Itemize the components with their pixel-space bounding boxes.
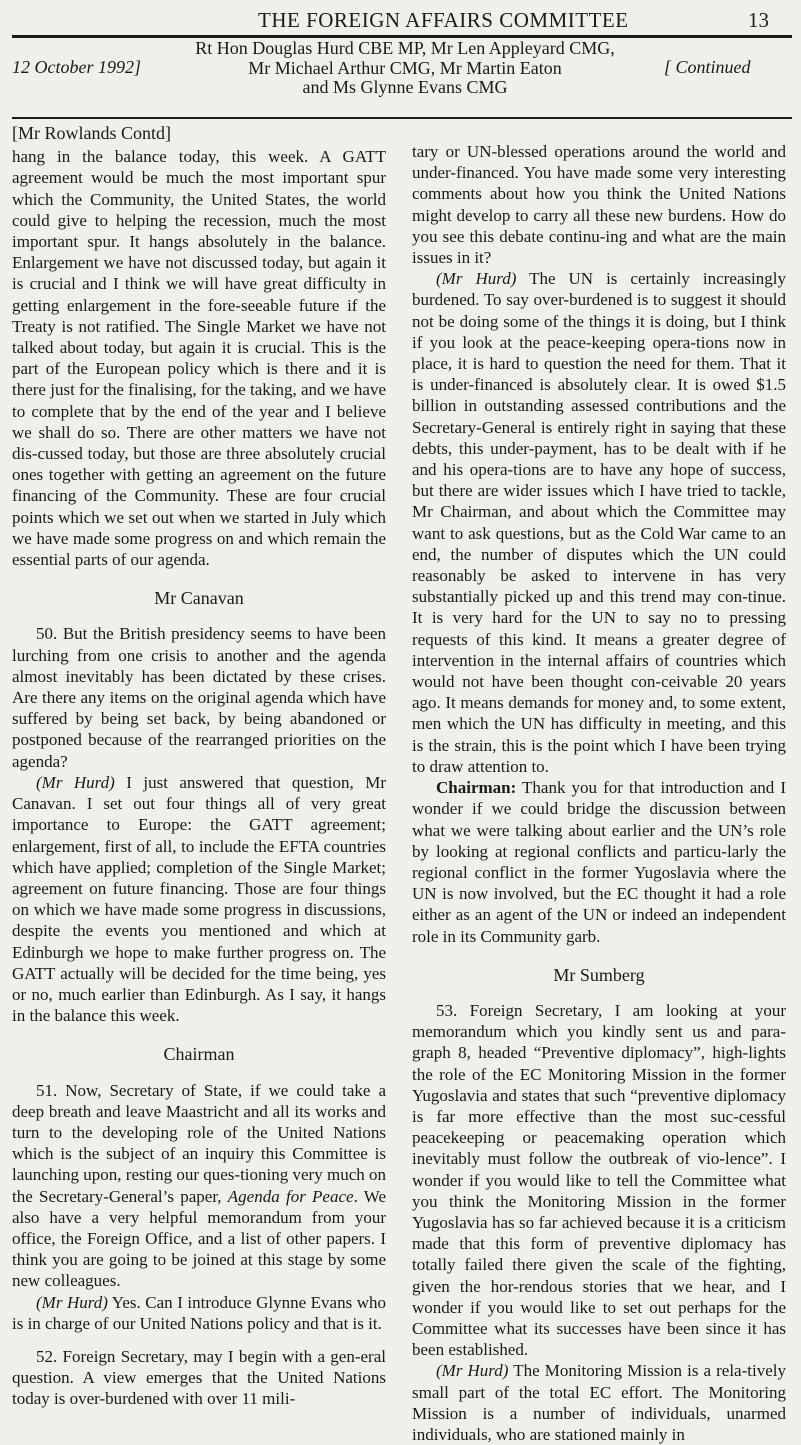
document-title: Agenda for Peace [227, 1186, 354, 1206]
answer-text: The Monitoring Mission is a rela-tively small part of the total EC effort. The Monitoring Mission is a number of individuals, unarmed individuals, who are stationed mainly in [412, 1361, 786, 1444]
answer-text: The UN is certainly increasingly burdened. To say over-burdened is to suggest it should not be doing some of the things it is doing, but I think if you look at the peace-keeping opera-tions now in place, it is hard to question the need for them. That it is under-financed is absolutely clear. It is owed $1.5 billion in outstanding assessed contributions and the Secretary-General is entirely right in saying that these debts, this under-payment, has to be dealt with if he and his opera-tions are to have any hope of success, but there are wider issues which I have tried to tackle, Mr Chairman, and about which the Committee may want to ask questions, but as the Cold War came to an end, the number of disputes which the UN could reasonably be asked to intervene in has very substantially picked up and this trend may con-tinue. It is very hard for the UN to say no to pressing requests of this kind. It means a greater degree of intervention in the internal affairs of countries which would not have been thought con-ceivable 20 years ago. It means demands for money and, to some extent, men which the UN has difficulty in meeting, and this is the strain, this is the point which I have been trying to draw attention to. [412, 269, 786, 776]
question-paragraph: 50. But the British presidency seems to have been lurching from one crisis to another and the agenda almost inevitably has been dictated by these crises. Are there any items on the original agenda which have suffered by being set back, by being abandoned or postponed because of the rearranged priorities on the agenda? [12, 624, 386, 771]
speaker-tag: (Mr Hurd) [36, 1292, 108, 1312]
paragraph: hang in the balance today, this week. A GATT agreement would be much the most important spur which the Community, the United States, the world could give to helping the recession, much the most important spur. It hangs absolutely in the balance. Enlargement we have not discussed today, but again it is crucial and I think we will have great difficulty in getting enlargement in the fore-seeable future if the Treaty is not ratified. The Single Market we have not talked about today, but again it is crucial. This is the part of the European policy which is there and it is there just for the finalising, for the taking, and we have to complete that by the end of the year and I believe we shall do so. There are other matters we have not dis-cussed today, but those are three absolutely crucial ones together with getting an agreement on the future financing of the Community. These are four crucial points which we set out when we started in July which we have made some progress on and which remain the essential parts of our agenda. [12, 147, 386, 570]
question-paragraph: 53. Foreign Secretary, I am looking at your memorandum which you kindly sent us and para-graph 8, headed “Preventive diplomacy”, high-lights the role of the EC Monitoring Mission in the former Yugoslavia and states that such “preventive diplomacy is far more effective than the most suc-cessful peacekeeping or peacemaking operation which inevitably must follow the outbreak of vio-lence”. I wonder if you would like to tell the Committee what you think the Monitoring Mission in the former Yugoslavia has so far achieved because it is a criticism made that this form of preventive diplomacy has totally failed there given the scale of the fighting, given the hor-rendous stories that we hear, and I wonder if you would like to set out perhaps for the Committee what its successes have been since it has been established. [412, 1000, 786, 1360]
answer-paragraph [412, 1360, 786, 1445]
header-rule [12, 117, 792, 119]
question-paragraph: 52. Foreign Secretary, may I begin with a gen-eral question. A view emerges that the United Nations today is over-burdened with over 11 mili- [12, 1346, 386, 1409]
witness-line: Mr Michael Arthur CMG, Mr Martin Eaton [248, 57, 562, 78]
speaker-heading: Chairman [163, 1044, 235, 1065]
chairman-text: Thank you for that introduction and I wonder if we could bridge the discussion between what we were talking about earlier and the UN’s role by looking at regional conflicts and particu-larly the regional conflict in the former Yugoslavia where the UN is now involved, but the EC thought it had a role either as an agent of the UN or indeed an independent role in its Community garb. [412, 778, 786, 946]
witness-line: and Ms Glynne Evans CMG [302, 77, 508, 97]
speaker-tag: (Mr Hurd) [436, 269, 517, 289]
speaker-continued-heading: [Mr Rowlands Contd] [12, 123, 171, 143]
hearing-date: 12 October 1992] [12, 57, 141, 77]
left-column [12, 123, 386, 1410]
answer-paragraph [12, 1292, 386, 1334]
speaker-tag: (Mr Hurd) [436, 1361, 509, 1381]
right-column [412, 141, 786, 1445]
question-text: . We also have a very helpful memorandum from your office, the Foreign Office, and a list of other papers. I think you are going to be joined at this stage by some new colleagues. [12, 1186, 386, 1291]
question-text: 51. Now, Secretary of State, if we could take a deep breath and leave Maastricht and all its works and turn to the developing role of the United Nations which is the subject of an inquiry this Committee is launching upon, resting our ques-tioning very much on the Secretary-General’s paper, [12, 1080, 386, 1206]
witness-line: Rt Hon Douglas Hurd CBE MP, Mr Len Appleyard CMG, [195, 38, 615, 58]
paragraph: tary or UN-blessed operations around the world and under-financed. You have made some very interesting comments about how you think the United Nations might develop to carry all these new burdens. How do you see this debate continu-ing and what are the main issues in it? [412, 142, 786, 268]
answer-text: I just answered that question, Mr Canavan. I set out four things all of very great importance to Europe: the GATT agreement; enlargement, first of all, to include the EFTA countries which have applied; completion of the Single Market; agreement on future financing. Those are four things on which we have made some progress in discussions, despite the events you mentioned and which at Edinburgh we hope to make further progress on. The GATT actually will be decided for the time being, yes or no, much earlier than Edinburgh. As I say, it hangs in the balance this week. [12, 772, 386, 1026]
continued-marker: [ Continued [664, 57, 751, 77]
answer-text: Yes. Can I introduce Glynne Evans who is in charge of our United Nations policy and that is it. [12, 1292, 386, 1333]
page-number: 13 [748, 8, 769, 32]
speaker-heading: Mr Canavan [154, 588, 244, 609]
chairman-paragraph [412, 777, 786, 947]
answer-paragraph [12, 772, 386, 1026]
chairman-tag: Chairman: [436, 778, 517, 798]
answer-paragraph [412, 268, 786, 777]
speaker-heading: Mr Sumberg [553, 964, 645, 985]
witness-list [160, 39, 650, 98]
running-head: THE FOREIGN AFFAIRS COMMITTEE [258, 8, 629, 32]
speaker-tag: (Mr Hurd) [36, 772, 115, 792]
question-paragraph [12, 1080, 386, 1292]
